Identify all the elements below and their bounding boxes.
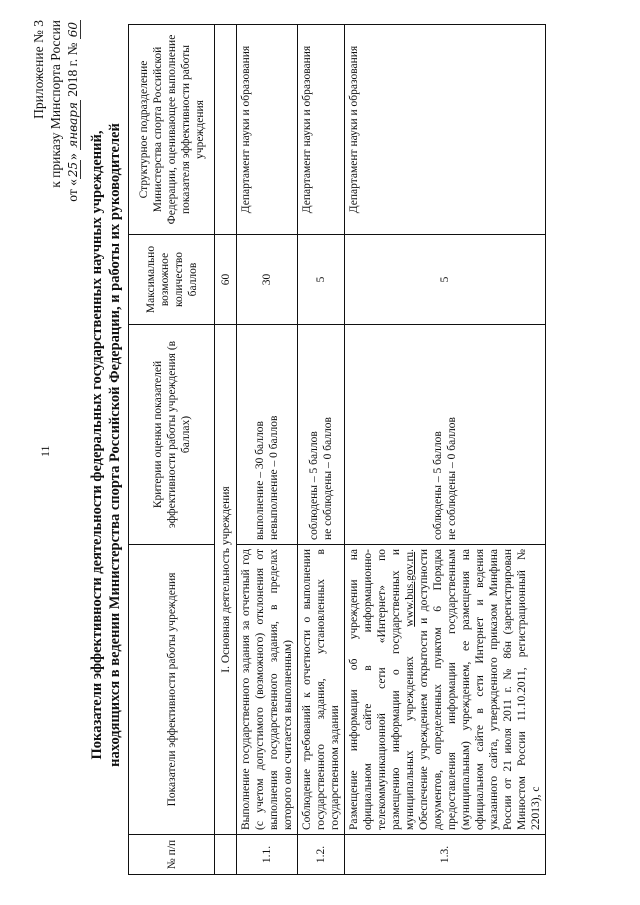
row-indicator — [345, 545, 546, 835]
row-indicator: Соблюдение требований к отчетности о выполнении государственного задания, установленных в государственном задании — [298, 545, 345, 835]
row-max: 5 — [345, 235, 546, 325]
row-criteria — [298, 325, 345, 545]
criteria-not-met: не соблюдены – 0 баллов — [322, 417, 334, 540]
row-num: 1.3. — [345, 835, 546, 875]
criteria-met: соблюдены – 5 баллов — [308, 431, 320, 540]
header-num: № п/п — [129, 835, 215, 875]
header-criteria: Критерии оценки показателей эффективности работы учреждения (в баллах) — [129, 325, 215, 545]
handwritten-day: 25 — [66, 161, 80, 178]
criteria-met: соблюдены – 5 баллов — [432, 431, 444, 540]
row-criteria — [345, 325, 546, 545]
row-indicator: Выполнение государственного задания за отчетный год (с учетом допустимого (возможного) отклонения от выполнения государственного задания, в пределах которого оно считается выполненным) — [237, 545, 298, 835]
criteria-not-met: не соблюдены – 0 баллов — [446, 417, 458, 540]
document-title — [88, 45, 124, 845]
indicator-text-part-2: . Обеспечение учреждением открытости и доступности документов, определенных пунктом 6 Порядка предоставления информации государственным (муниципальным) учреждением, ее размещения на официальном сайте в сети Интернет и ведения указанного сайта, утвержденного приказом Минфина России от 21 июля 2011 г. № 86н (зарегистрирован Минюстом России 11.10.2011, регистрационный № 22013), с — [404, 549, 542, 830]
section-row — [215, 25, 237, 875]
table-row — [237, 25, 298, 875]
header-max-points: Максимально возможное количество баллов — [129, 235, 215, 325]
appendix-line-2: к приказу Минспорта России — [48, 20, 63, 188]
row-max: 30 — [237, 235, 298, 325]
bus-gov-link[interactable]: www.bus.gov.ru — [404, 551, 416, 627]
row-num: 1.1. — [237, 835, 298, 875]
handwritten-order-number: 60 — [66, 22, 80, 38]
row-dept: Департамент науки и образования — [237, 25, 298, 235]
appendix-date-line — [64, 20, 82, 202]
header-department: Структурное подразделение Министерства спорта Российской Федерации, оценивающее выполнение показателя эффективности работы учреждения — [129, 25, 215, 235]
section-dept-cell — [215, 25, 237, 235]
row-dept: Департамент науки и образования — [298, 25, 345, 235]
criteria-met: выполнение – 30 баллов — [254, 421, 266, 540]
title-line-2: находящихся в ведении Министерства спорта Российской Федерации, и работы их руководителей — [107, 123, 123, 767]
row-num: 1.2. — [298, 835, 345, 875]
table-row — [345, 25, 546, 875]
date-year: 2018 г. № — [65, 39, 80, 101]
appendix-line-1: Приложение № 3 — [31, 20, 46, 119]
appendix-header — [30, 20, 82, 202]
table-row — [298, 25, 345, 875]
table-header-row — [129, 25, 215, 875]
section-num-cell — [215, 835, 237, 875]
row-dept: Департамент науки и образования — [345, 25, 546, 235]
title-line-1: Показатели эффективности деятельности федеральных государственных научных учреждений, — [89, 130, 105, 760]
header-indicator: Показатели эффективности работы учреждения — [129, 545, 215, 835]
section-label: I. Основная деятельность учреждения — [215, 325, 237, 835]
section-max: 60 — [215, 235, 237, 325]
date-mid: » — [65, 149, 80, 160]
row-max: 5 — [298, 235, 345, 325]
indicators-table — [128, 24, 546, 875]
criteria-not-met: невыполнение – 0 баллов — [268, 415, 280, 540]
indicator-text-part-1: Размещение информации об учреждении на официальном сайте в информационно-телекоммуникационной сети «Интернет» по размещению информации о государственных и муниципальных учреждениях — [348, 549, 416, 830]
page-number: 11 — [38, 445, 52, 457]
row-criteria — [237, 325, 298, 545]
handwritten-month: января — [66, 102, 80, 148]
date-prefix: от « — [65, 179, 80, 202]
